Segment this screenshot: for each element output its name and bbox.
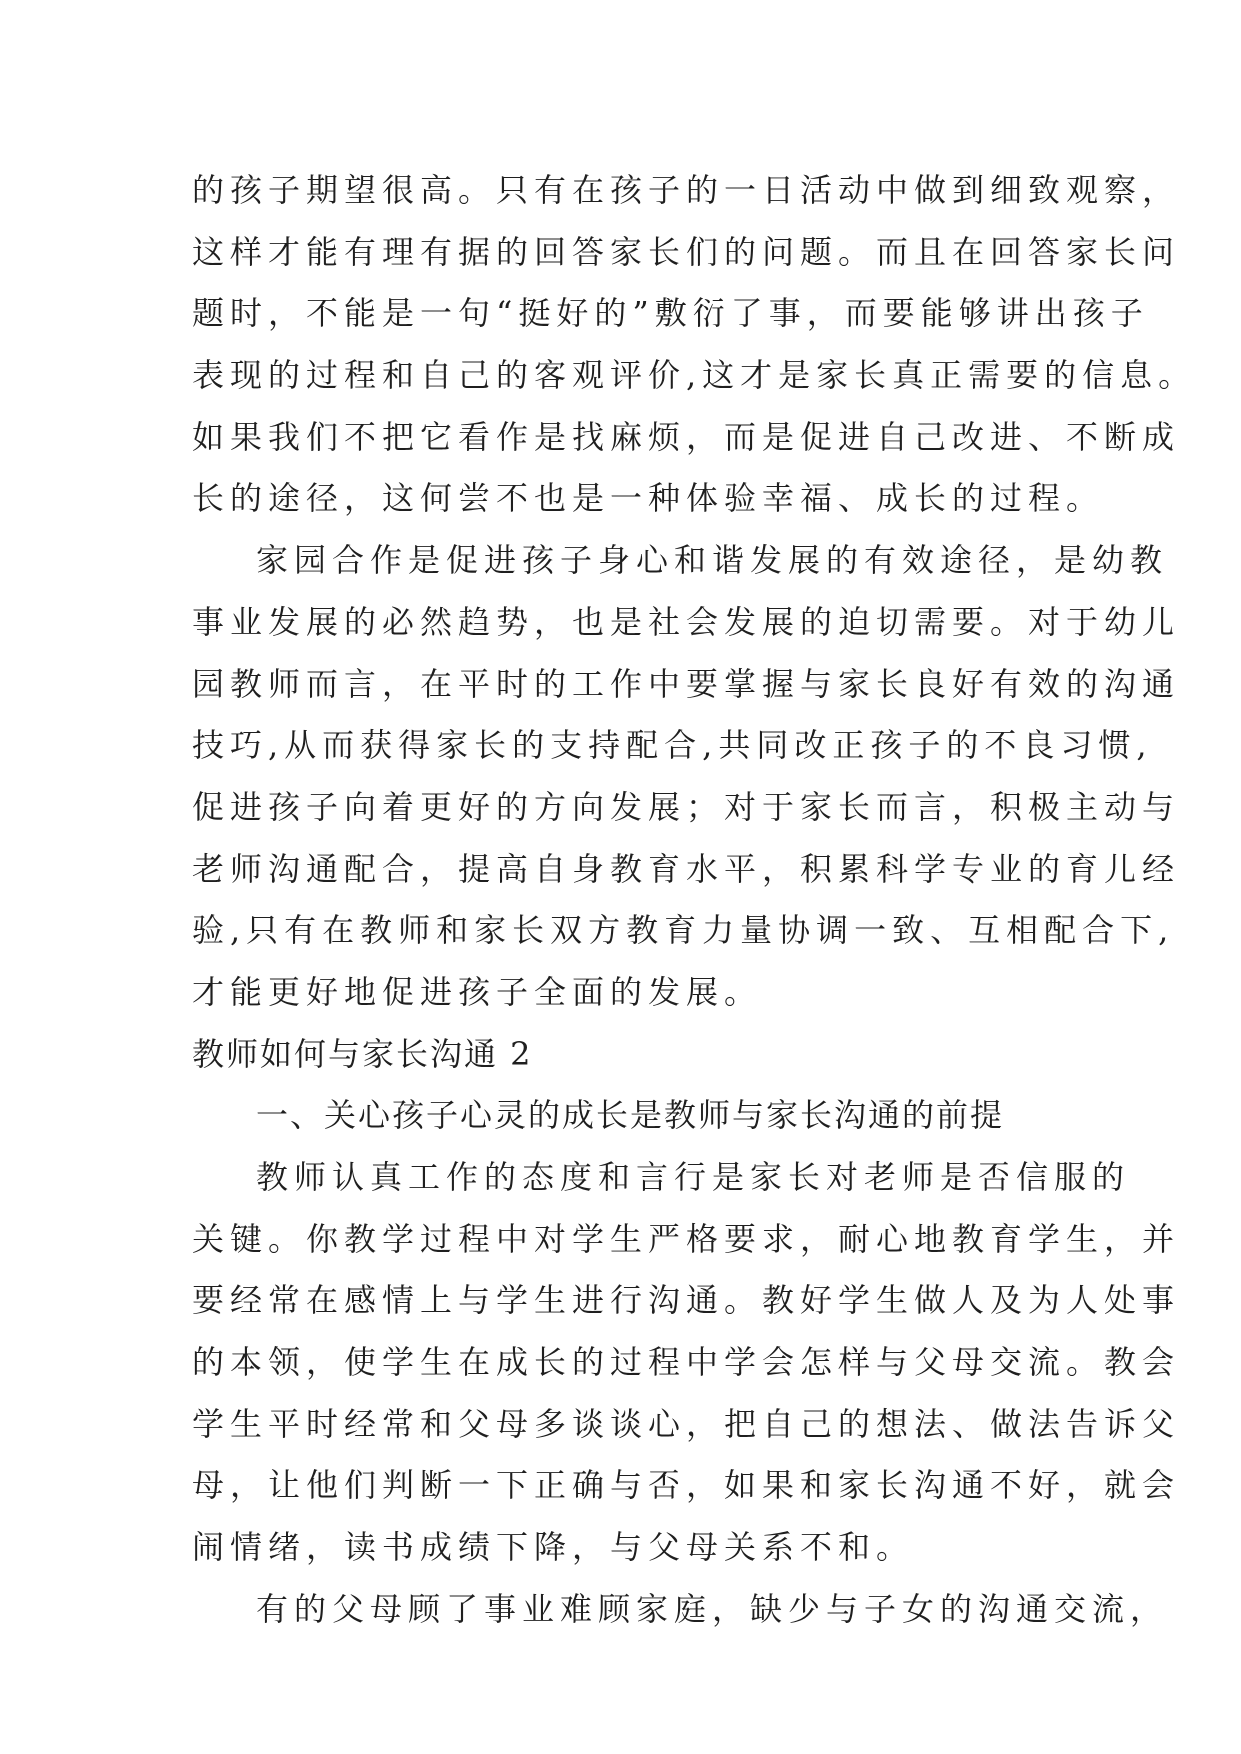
text-line: 验,只有在教师和家长双方教育力量协调一致、互相配合下,	[192, 911, 1175, 950]
text-line: 教师认真工作的态度和言行是家长对老师是否信服的	[256, 1158, 1131, 1196]
text-line: 母，让他们判断一下正确与否，如果和家长沟通不好，就会	[192, 1466, 1181, 1505]
text-line: 园教师而言，在平时的工作中要掌握与家长良好有效的沟通	[192, 664, 1181, 703]
text-line: 的孩子期望很高。只有在孩子的一日活动中做到细致观察，	[192, 171, 1181, 209]
text-line: 这样才能有理有据的回答家长们的问题。而且在回答家长问	[192, 232, 1181, 271]
text-line: 才能更好地促进孩子全面的发展。	[192, 972, 763, 1011]
document-body	[192, 160, 1197, 1641]
text-line: 学生平时经常和父母多谈谈心，把自己的想法、做法告诉父	[192, 1404, 1181, 1443]
text-line: 长的途径，这何尝不也是一种体验幸福、成长的过程。	[192, 479, 1105, 518]
text-line: 老师沟通配合，提高自身教育水平，积累科学专业的育儿经	[192, 849, 1181, 888]
text-line: 家园合作是促进孩子身心和谐发展的有效途径，是幼教	[256, 541, 1169, 580]
paragraph-parents-career	[192, 1579, 1169, 1641]
text-line: 题时，不能是一句“挺好的”敷衍了事，而要能够讲出孩子	[192, 294, 1149, 333]
text-line: 有的父母顾了事业难顾家庭，缺少与子女的沟通交流，	[256, 1589, 1169, 1628]
section-heading: 教师如何与家长沟通 2	[192, 1034, 533, 1073]
text-line: 的本领，使学生在成长的过程中学会怎样与父母交流。教会	[192, 1343, 1181, 1382]
text-line: 表现的过程和自己的客观评价,这才是家长真正需要的信息。	[192, 356, 1197, 395]
text-line: 如果我们不把它看作是找麻烦，而是促进自己改进、不断成	[192, 417, 1181, 456]
paragraph-continued	[192, 160, 1197, 530]
paragraph-teacher-attitude	[192, 1147, 1181, 1579]
section-subheading: 一、关心孩子心灵的成长是教师与家长沟通的前提	[256, 1096, 1005, 1135]
text-line: 促进孩子向着更好的方向发展；对于家长而言，积极主动与	[192, 787, 1181, 826]
paragraph-home-school-cooperation	[192, 530, 1181, 1024]
text-line: 技巧,从而获得家长的支持配合,共同改正孩子的不良习惯,	[192, 726, 1153, 765]
text-line: 关键。你教学过程中对学生严格要求，耐心地教育学生，并	[192, 1219, 1181, 1258]
text-line: 要经常在感情上与学生进行沟通。教好学生做人及为人处事	[192, 1281, 1181, 1320]
text-line: 事业发展的必然趋势，也是社会发展的迫切需要。对于幼儿	[192, 602, 1181, 641]
text-line: 闹情绪，读书成绩下降，与父母关系不和。	[192, 1528, 915, 1567]
